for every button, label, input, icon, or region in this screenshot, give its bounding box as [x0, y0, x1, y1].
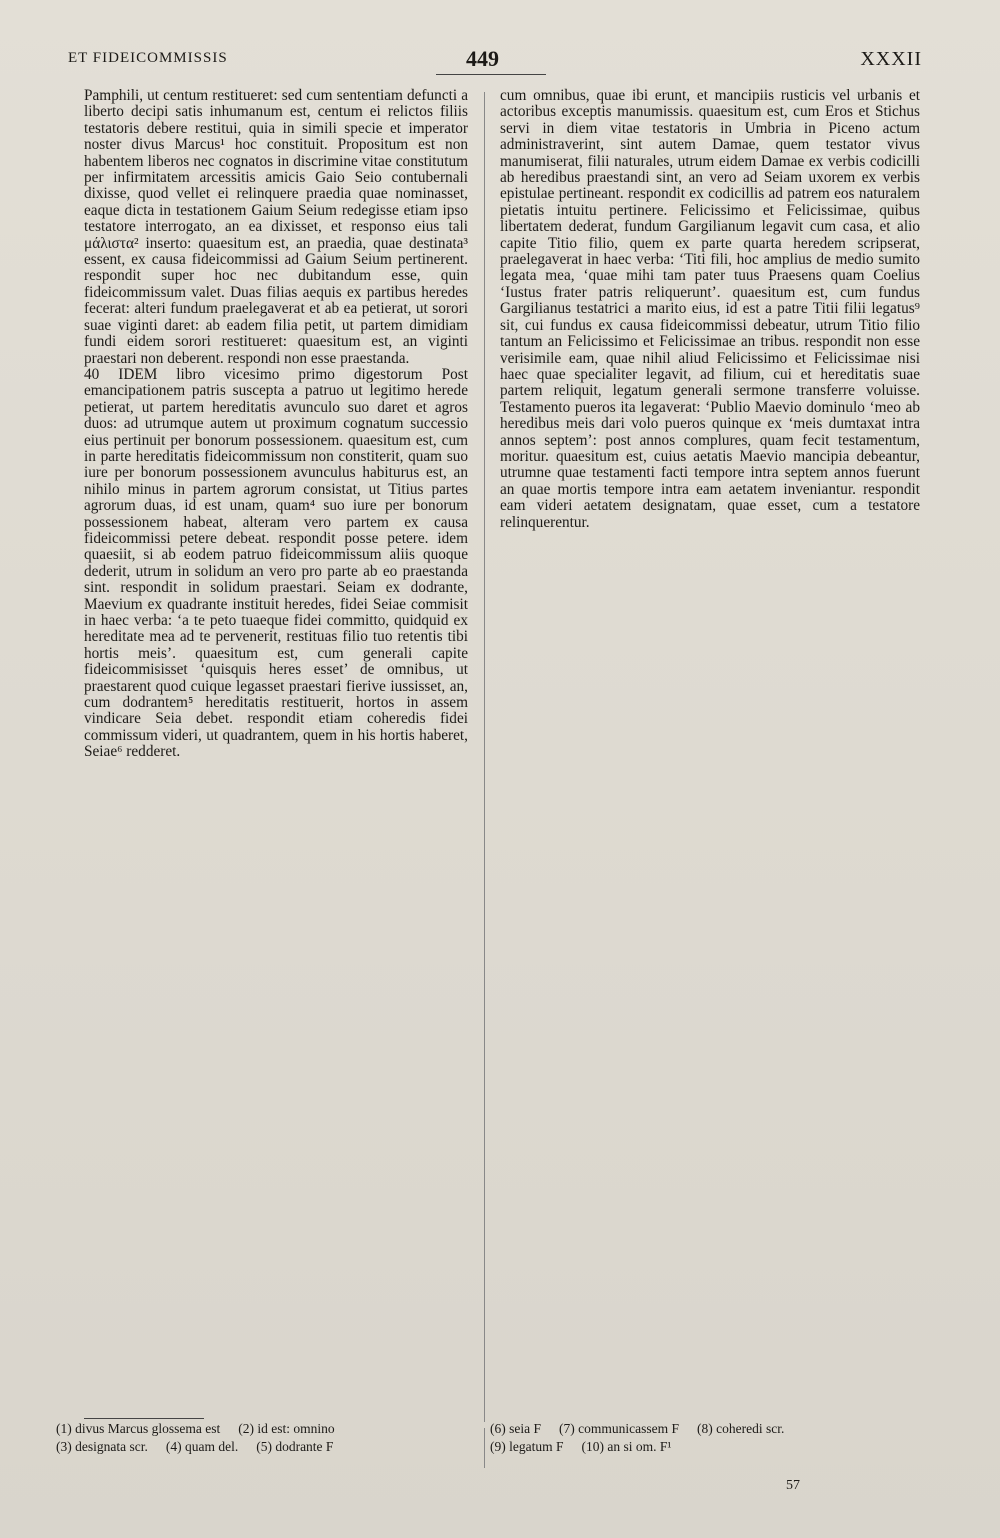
footnote-2: (2) id est: omnino	[238, 1421, 335, 1436]
footnote-7: (7) communicassem F	[559, 1421, 679, 1436]
page-number-bottom: 57	[786, 1478, 800, 1493]
right-paragraph-1: cum omnibus, quae ibi erunt, et mancipiis rusticis vel urbanis et actoribus exceptis manumissis. quaesitum est, cum Eros et Stichus servi in diem vitae testatoris in Umbria in Piceno actum administraverint, sint autem Damae, quem testator vivus manumiserat, filii naturales, utrum eidem Damae ex verbis codicilli ab heredibus praestandi sint, an vero ad Seiam uxorem ex verbis epistulae pertineant. respondit ex codicillis ad patrem eos naturalem pietatis intuitu pertinere. Felicissimo et Felicissimae, quibus libertatem dederat, fundum Gargilianum legavit cum casa, et alio capite Titio filio, quem ex parte quarta heredem scripserat, praelegaverat in haec verba: ‘Titi fili, hoc amplius de medio sumito legata mea, ‘quae mihi tam pater tuus Praesens quam Coelius ‘Iustus frater patris reliquerunt’. quaesitum est, cum fundus Gargilianus testatrici a marito eius, id est a patre Titii filii legatus⁹ sit, cui fundus ex causa fideicommissi debeatur, utrum Titio filio tantum an Felicissimo et Felicissimae an tribus. respondit non esse verisimile eam, quae nihil aliud Felicissimo et Felicissimae nisi haec quae specialiter legavit, ad filium, cui et hereditatis suae partem reliquit, legatum generali sermone transferre voluisse. Testamento pueros ita legaverat: ‘Publio Maevio dominulo ‘meo ab heredibus meis dari volo pueros quinque ex ‘meis dumtaxat intra annos septem’: post annos complures, quam fecit testamentum, moritur. quaesitum est, cuius aetatis Maevio mancipia debeantur, utrumne quae testamenti facti tempore intra septem annos fuerunt an quae mortis tempore intra eam aetatem inveniantur. respondit eam videri aetatem designatam, quae esset, cum a testatore relinquerentur.	[500, 87, 920, 531]
footnote-8: (8) coheredi scr.	[696, 1421, 785, 1436]
column-divider	[484, 92, 485, 1422]
footnote-6: (6) seia F	[490, 1421, 541, 1436]
footnote-divider	[484, 1428, 485, 1468]
footnote-9: (9) legatum F	[490, 1439, 564, 1454]
running-head-title: ET FIDEICOMMISSIS	[68, 50, 228, 66]
running-head-book: XXXII	[860, 48, 922, 70]
footnote-10: (10) an si om. F¹	[581, 1439, 672, 1454]
footnote-rule	[84, 1418, 204, 1419]
footnote-5: (5) dodrante F	[256, 1439, 334, 1454]
running-head	[0, 46, 1000, 76]
left-paragraph-1: Pamphili, ut centum restitueret: sed cum sententiam defuncti a liberto decipi satis inhumanum est, centum ei relictos filiis testatoris debere restitui, quia in simili specie et imperator noster divus Marcus¹ hoc constituit. Propositum est non habentem liberos nec cognatos in discrimine vitae constitutum per infirmitatem arcessitis amicis Gaio Seio contubernali dixisse, quod vellet ei relinquere praedia quae nominasset, eaque dicta in testationem Gaium Seium redegisse etiam ipso testatore interrogato, an ea dixisset, et responso eius tali μάλιστα² inserto: quaesitum est, an praedia, quae destinata³ essent, ex causa fideicommissi ad Gaium Seium pertinerent. respondit super hoc nec dubitandum esse, quin fideicommissum valet. Duas filias aequis ex partibus heredes fecerat: alteri fundum praelegaverat et ab ea petierat, ut sorori suae viginti daret: ab eadem filia petit, ut partem dimidiam fundi eidem sorori restitueret: quaesitum est, an viginti praestari non deberent. respondi non esse praestanda.	[84, 87, 468, 367]
right-column	[500, 88, 920, 531]
left-paragraph-2: 40 IDEM libro vicesimo primo digestorum Post emancipationem patris suscepta a patruo ut legitimo herede petierat, ut partem hereditatis avunculo suo daret et agros duos: ad utrumque autem ut proximum cognatum successio eius pertinuit per bonorum possessionem. quaesitum est, cum in parte hereditatis fideicommissum non constiterit, quam suo iure per bonorum possessionem avunculus habiturus est, an nihilo minus in partem agrorum consistat, ut Titius partes agrorum duas, id est unam, quam⁴ suo iure per bonorum possessionem habeat, alteram vero partem ex causa fideicommissi petere debeat. respondit posse petere. idem quaesiit, si ab eodem patruo fideicommissum aliis quoque dederit, utrum in solidum an vero pro parte ab eo praestanda sint. respondit in solidum praestari. Seiam ex dodrante, Maevium ex quadrante instituit heredes, fidei Seiae commisit in haec verba: ‘a te peto tuaeque fidei committo, quidquid ex hereditate mea ad te pervenerit, restituas filio tuo retentis tibi hortis meis’. quaesitum est, cum generali capite fideicommisisset ‘quisquis heres esset’ de omnibus, ut praestarent quod cuique legasset praestari fierive iussisset, an, cum dodrantem⁵ hereditatis restituerit, hortos in assem vindicare Seia debet. respondit etiam coheredis fidei commissum videri, ut quadrantem, quem in his hortis haberet, Seiae⁶ redderet.	[84, 365, 468, 761]
footnote-3: (3) designata scr.	[56, 1439, 148, 1454]
header-rule	[436, 74, 546, 75]
left-column	[84, 87, 468, 761]
footnotes-left	[56, 1420, 476, 1456]
page-number-top: 449	[466, 46, 499, 71]
footnote-4: (4) quam del.	[165, 1439, 239, 1454]
footnote-1: (1) divus Marcus glossema est	[56, 1421, 221, 1436]
footnotes-right	[490, 1420, 920, 1456]
